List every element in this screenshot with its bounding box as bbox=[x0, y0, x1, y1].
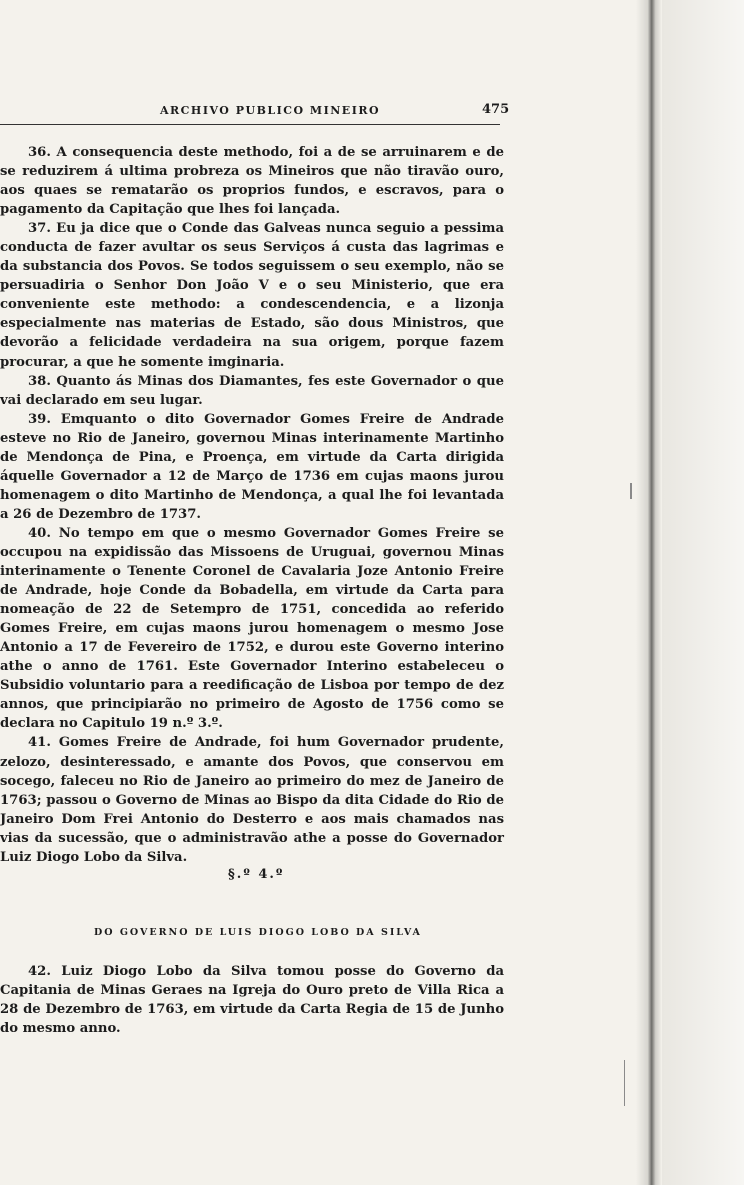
page-header bbox=[0, 100, 510, 120]
margin-mark bbox=[624, 1060, 625, 1106]
paragraph-36: 36. A consequencia deste methodo, foi a de se arruinarem e de se reduzirem á ultima probreza os Mineiros que não tiravão ouro, aos quaes se rematarão os proprios fundos, e escravos, para o pagamento da Capitação que lhes foi lançada. bbox=[0, 145, 504, 218]
paragraph-42: 42. Luiz Diogo Lobo da Silva tomou posse do Governo da Capitania de Minas Geraes na Igreja do Ouro preto de Villa Rica a 28 de Dezembro de 1763, em virtude da Carta Regia de 15 de Junho do mesmo anno. bbox=[0, 964, 504, 1037]
margin-mark bbox=[630, 483, 632, 499]
page-number: 475 bbox=[482, 102, 510, 117]
section-mark: §.º 4.º bbox=[228, 867, 285, 882]
page-edge-shadow bbox=[662, 0, 744, 1185]
paragraph-37: 37. Eu ja dice que o Conde das Galveas nunca seguio a pessima conducta de fazer avultar os seus Serviços á custa das lagrimas e da substancia dos Povos. Se todos seguissem o seu exemplo, não se persuadiria o Senhor Don João V e o seu Ministerio, que era conveniente este methodo: a condescendencia, e a lizonja especialmente nas materias de Estado, são dous Ministros, que devorão a felicidade verdadeira na sua origem, porque fazem procurar, a que he somente imginaria. bbox=[0, 221, 504, 370]
body-text-continued bbox=[0, 962, 504, 1038]
paragraph-41: 41. Gomes Freire de Andrade, foi hum Governador prudente, zelozo, desinteressado, e amante dos Povos, que conservou em socego, faleceu no Rio de Janeiro ao primeiro do mez de Janeiro de 1763; passou o Governo de Minas ao Bispo da dita Cidade do Rio de Janeiro Dom Frei Antonio do Desterro e aos mais chamados nas vias da sucessão, que o administravão athe a posse do Governador Luiz Diogo Lobo da Silva. bbox=[0, 735, 504, 865]
section-heading: DO GOVERNO DE LUIS DIOGO LOBO DA SILVA bbox=[94, 927, 422, 938]
paragraph-38: 38. Quanto ás Minas dos Diamantes, fes este Governador o que vai declarado em seu lugar. bbox=[0, 373, 504, 408]
paragraph-39: 39. Emquanto o dito Governador Gomes Freire de Andrade esteve no Rio de Janeiro, governou Minas interinamente Martinho de Mendonça de Pina, e Proença, em virtude da Carta dirigida áquelle Governador a 12 de Março de 1736 em cujas maons jurou homenagem o dito Martinho de Mendonça, a qual lhe foi levantada a 26 de Dezembro de 1737. bbox=[0, 411, 504, 522]
header-rule bbox=[0, 124, 500, 125]
paragraph-40: 40. No tempo em que o mesmo Governador Gomes Freire se occupou na expidissão das Missoens de Uruguai, governou Minas interinamente o Tenente Coronel de Cavalaria Joze Antonio Freire de Andrade, hoje Conde da Bobadella, em virtude da Carta para nomeação de 22 de Setempro de 1751, concedida ao referido Gomes Freire, em cujas maons jurou homenagem o mesmo Jose Antonio a 17 de Fevereiro de 1752, e durou este Governo interino athe o anno de 1761. Este Governador Interino estabeleceu o Subsidio voluntario para a reedificação de Lisboa por tempo de dez annos, que principiarão no primeiro de Agosto de 1756 como se declara no Capitulo 19 n.º 3.º. bbox=[0, 525, 504, 732]
body-text bbox=[0, 143, 504, 867]
book-binding-shadow bbox=[636, 0, 662, 1185]
running-title: ARCHIVO PUBLICO MINEIRO bbox=[160, 104, 381, 117]
